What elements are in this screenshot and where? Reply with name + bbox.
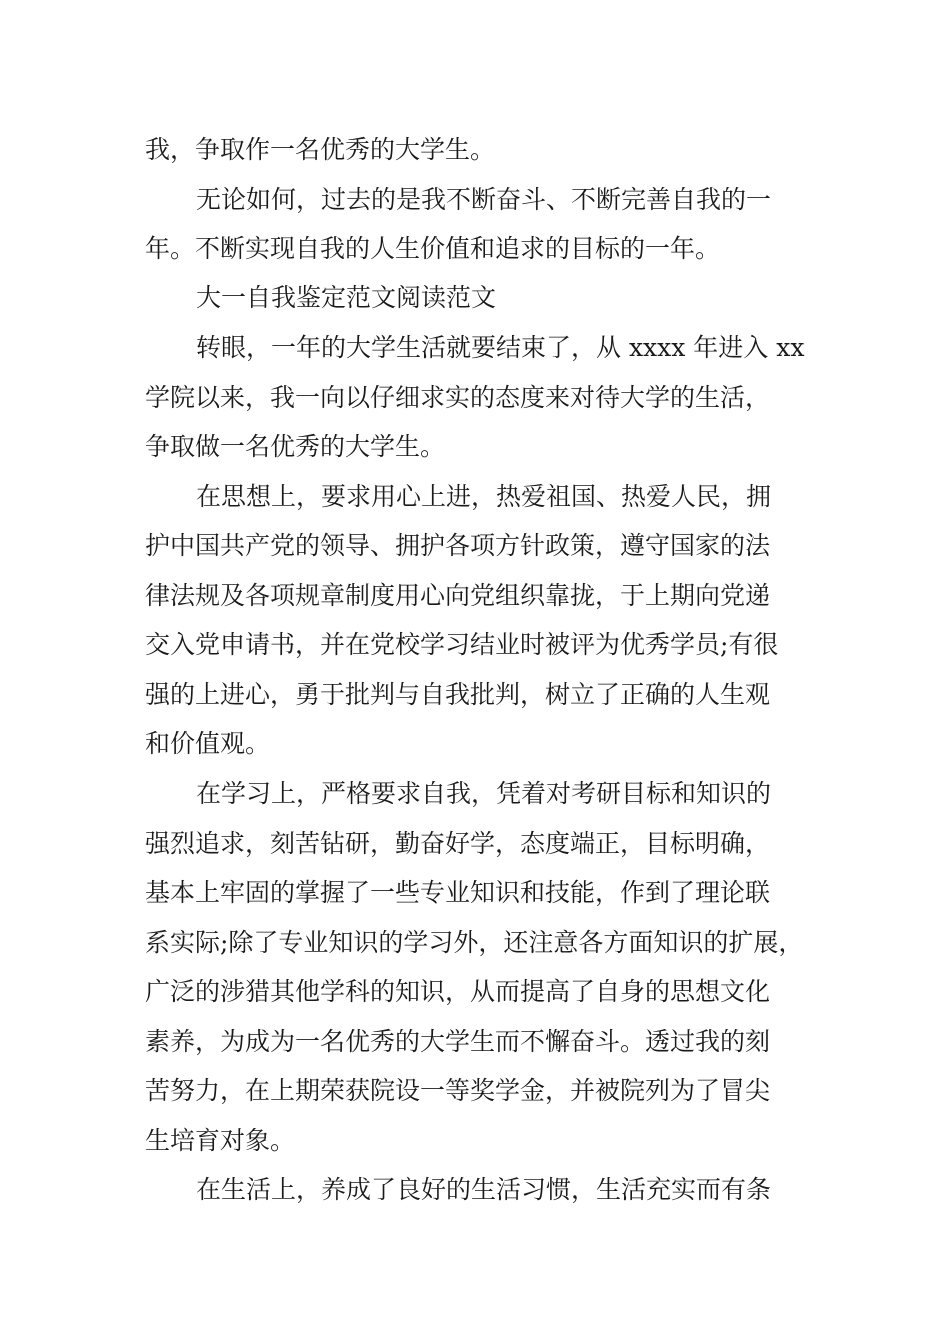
text-line: 学院以来，我一向以仔细求实的态度来对待大学的生活， <box>145 383 771 412</box>
text-line: 无论如何，过去的是我不断奋斗、不断完善自我的一 <box>196 185 772 214</box>
text-line: 素养，为成为一名优秀的大学生而不懈奋斗。透过我的刻 <box>145 1027 771 1056</box>
text-line: 转眼，一年的大学生活就要结束了，从 xxxx 年进入 xx <box>196 333 805 362</box>
text-line: 年。不断实现自我的人生价值和追求的目标的一年。 <box>145 234 721 263</box>
text-line: 和价值观。 <box>145 729 271 758</box>
text-line: 基本上牢固的掌握了一些专业知识和技能，作到了理论联 <box>145 878 771 907</box>
text-line: 在思想上，要求用心上进，热爱祖国、热爱人民，拥 <box>196 482 772 511</box>
text-line: 我，争取作一名优秀的大学生。 <box>145 135 496 164</box>
text-line: 苦努力，在上期荣获院设一等奖学金，并被院列为了冒尖 <box>145 1076 771 1105</box>
text-line: 护中国共产党的领导、拥护各项方针政策，遵守国家的法 <box>145 531 771 560</box>
text-line: 争取做一名优秀的大学生。 <box>145 432 446 461</box>
text-line: 强的上进心，勇于批判与自我批判，树立了正确的人生观 <box>145 680 771 709</box>
text-line: 生培育对象。 <box>145 1126 296 1155</box>
text-line: 交入党申请书，并在党校学习结业时被评为优秀学员;有很 <box>145 630 779 659</box>
text-line: 律法规及各项规章制度用心向党组织靠拢，于上期向党递 <box>145 581 771 610</box>
section-heading: 大一自我鉴定范文阅读范文 <box>196 283 497 312</box>
text-line: 系实际;除了专业知识的学习外，还注意各方面知识的扩展， <box>145 928 804 957</box>
text-line: 广泛的涉猎其他学科的知识，从而提高了自身的思想文化 <box>145 977 771 1006</box>
text-line: 在学习上，严格要求自我，凭着对考研目标和知识的 <box>196 779 772 808</box>
text-line: 强烈追求，刻苦钻研，勤奋好学，态度端正，目标明确， <box>145 829 771 858</box>
text-line: 在生活上，养成了良好的生活习惯，生活充实而有条 <box>196 1175 772 1204</box>
